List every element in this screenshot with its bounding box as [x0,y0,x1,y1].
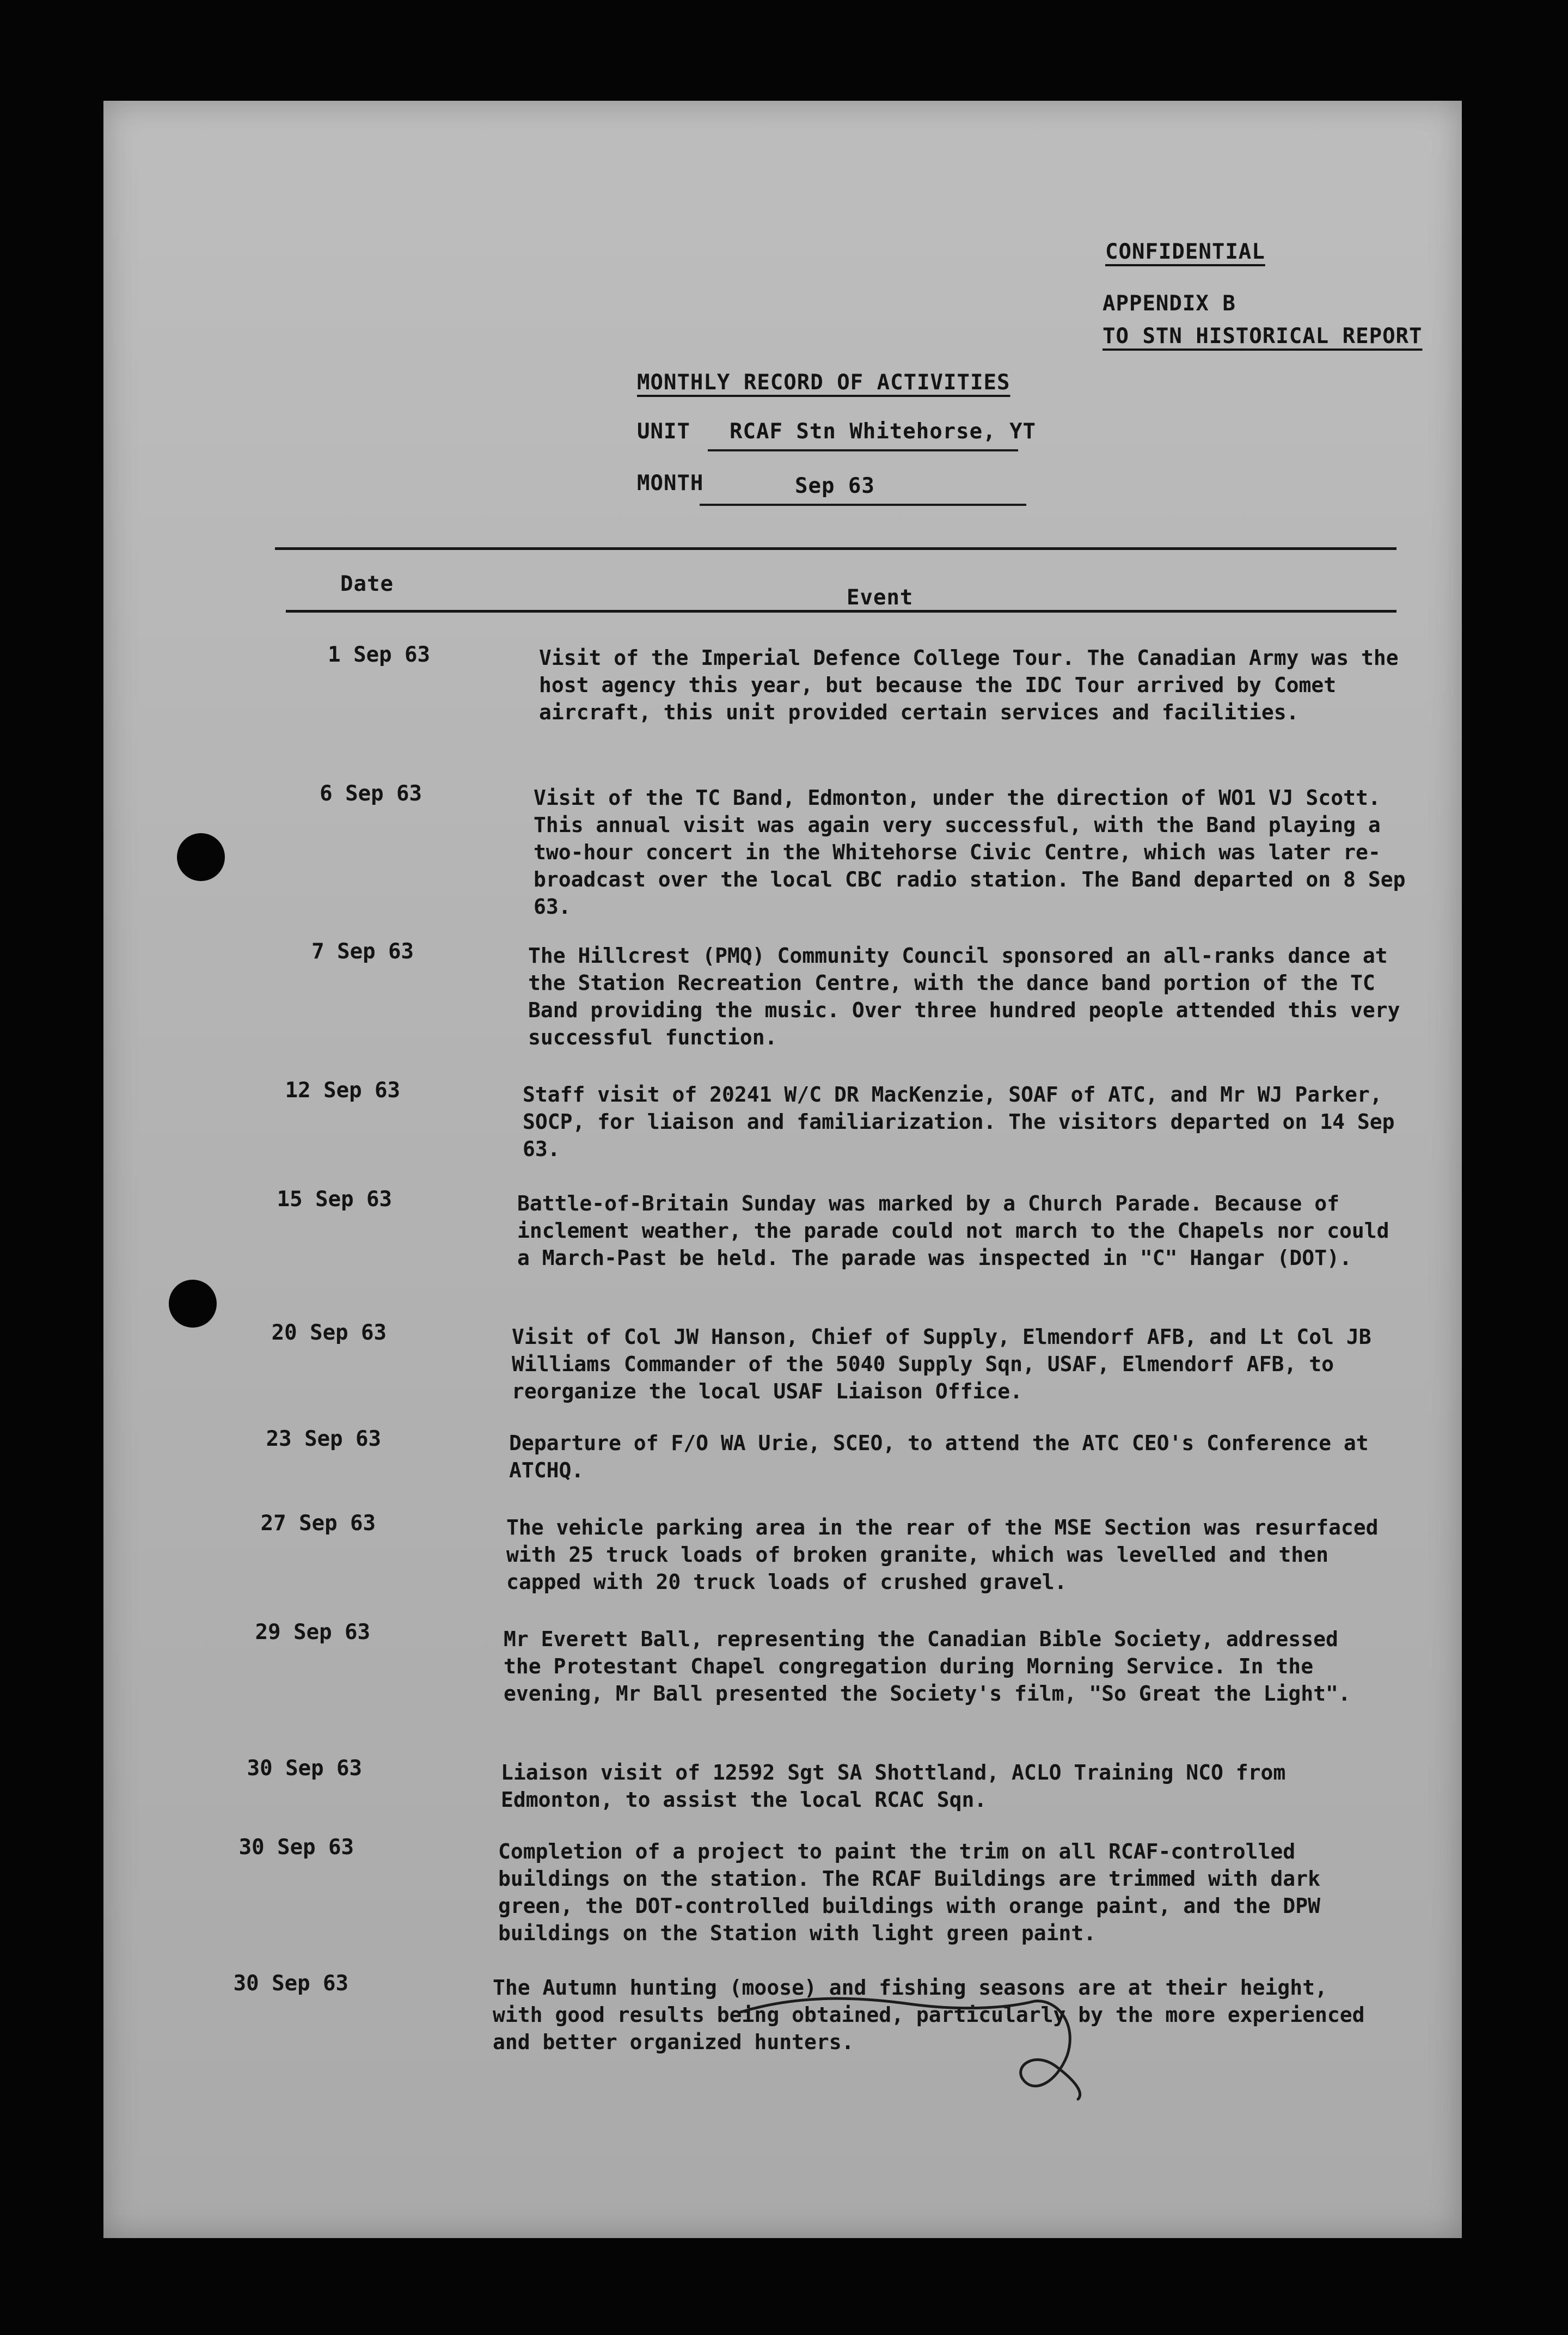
month-label: MONTH [637,471,704,496]
appendix-label: APPENDIX B [1102,291,1236,316]
entry-event: Mr Everett Ball, representing the Canadian Bible Society, addressed the Protestant Chapel congregation during Morning Service. In the evening, Mr Ball presented the Society's film, "So Great the Light". [504,1627,1351,1706]
entry-date: 20 Sep 63 [271,1321,387,1345]
entry-date: 29 Sep 63 [255,1620,370,1645]
entry-event: Completion of a project to paint the trim on all RCAF-controlled buildings on the station. The RCAF Buildings are trimmed with dark green, the DOT-controlled buildings with orange paint, and the DPW buildings on the Station with light green paint. [498,1839,1320,1945]
unit-label: UNIT [637,419,690,444]
document-title: MONTHLY RECORD OF ACTIVITIES [637,370,1010,395]
table-header-rule [286,610,1396,613]
entry-date: 30 Sep 63 [247,1756,362,1781]
entry-date: 15 Sep 63 [277,1187,392,1212]
report-reference: TO STN HISTORICAL REPORT [1102,324,1423,349]
month-value: Sep 63 [795,474,875,498]
entry-event: Visit of the TC Band, Edmonton, under the direction of WO1 VJ Scott. This annual visit was again very successful, with the Band playing a two-hour concert in the Whitehorse Civic Centre, which was later re-broadcast over the local CBC radio station. The Band departed on 8 Sep 63. [534,786,1406,919]
entry-event: Departure of F/O WA Urie, SCEO, to attend the ATC CEO's Conference at ATCHQ. [509,1431,1369,1482]
entry-event: The Autumn hunting (moose) and fishing seasons are at their height, with good results being obtained, particularly by the more experienced and better organized hunters. [493,1976,1365,2054]
date-column-header: Date [340,572,394,596]
month-field-line [700,504,1026,506]
entry-event: The Hillcrest (PMQ) Community Council sponsored an all-ranks dance at the Station Recreation Centre, with the dance band portion of the TC Band providing the music. Over three hundred people attended this very successful function. [528,944,1400,1049]
punch-hole-top [177,833,225,881]
entry-date: 30 Sep 63 [238,1835,354,1860]
entry-date: 7 Sep 63 [311,939,414,964]
entry-event: Visit of Col JW Hanson, Chief of Supply, Elmendorf AFB, and Lt Col JB Williams Commander of the 5040 Supply Sqn, USAF, Elmendorf AFB, to reorganize the local USAF Liaison Office. [512,1325,1371,1403]
entry-date: 12 Sep 63 [285,1078,400,1103]
unit-value: RCAF Stn Whitehorse, YT [730,419,1037,444]
document-page [103,101,1462,2238]
pen-scribble [730,1990,1111,2110]
punch-hole-bottom [169,1280,217,1328]
entry-date: 6 Sep 63 [320,781,422,806]
event-column-header: Event [847,585,914,610]
classification-label: CONFIDENTIAL [1105,240,1265,264]
unit-field-line [708,449,1018,451]
entry-event: Staff visit of 20241 W/C DR MacKenzie, SOAF of ATC, and Mr WJ Parker, SOCP, for liaison and familiarization. The visitors departed on 14 Sep 63. [523,1083,1395,1161]
table-top-rule [275,547,1396,550]
entry-event: Liaison visit of 12592 Sgt SA Shottland, ACLO Training NCO from Edmonton, to assist the local RCAC Sqn. [501,1761,1286,1812]
entry-event: The vehicle parking area in the rear of the MSE Section was resurfaced with 25 truck loads of broken granite, which was levelled and then capped with 20 truck loads of crushed gravel. [506,1515,1379,1594]
entry-event: Battle-of-Britain Sunday was marked by a Church Parade. Because of inclement weather, the parade could not march to the Chapels nor could a March-Past be held. The parade was inspected in "C" Hangar (DOT). [517,1191,1389,1270]
entry-date: 1 Sep 63 [328,643,430,667]
entry-date: 27 Sep 63 [260,1511,376,1536]
entry-date: 30 Sep 63 [233,1971,348,1996]
entry-event: Visit of the Imperial Defence College Tour. The Canadian Army was the host agency this year, but because the IDC Tour arrived by Comet aircraft, this unit provided certain services and facilities. [539,646,1399,724]
entry-date: 23 Sep 63 [266,1427,381,1451]
